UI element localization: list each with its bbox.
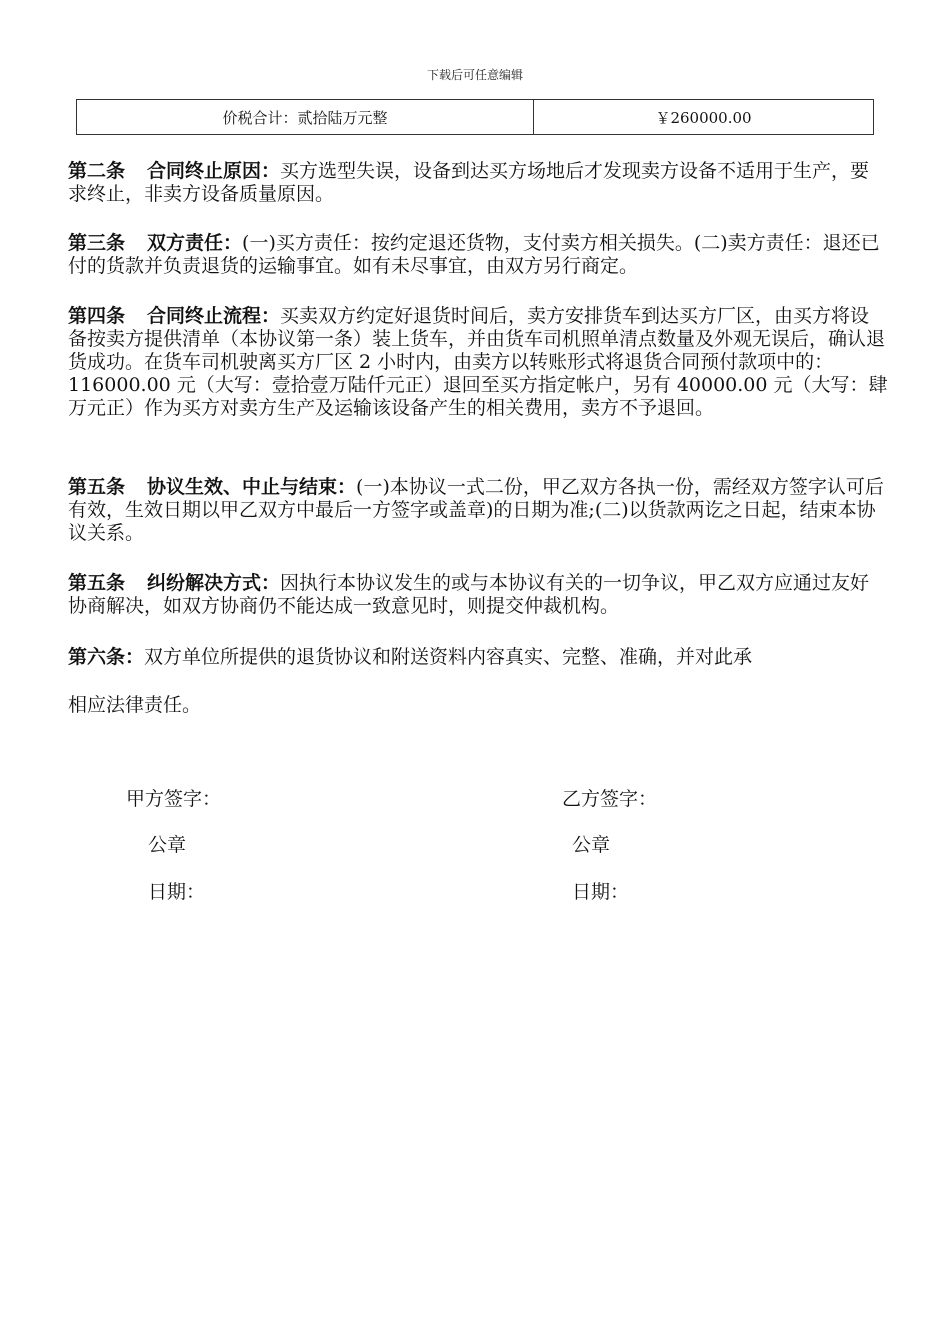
total-label-cell: 价税合计：贰拾陆万元整 — [77, 100, 534, 135]
clause-number: 第四条 — [68, 305, 126, 327]
clause-title: 合同终止原因： — [147, 160, 281, 182]
table-row — [77, 100, 874, 135]
clause-number: 第三条 — [68, 232, 126, 254]
party-a-sign-label: 甲方签字： — [126, 788, 222, 810]
page-header-note: 下载后可任意编辑 — [426, 68, 523, 82]
party-a-seal-label: 公章 — [148, 834, 187, 856]
clause-5-effect — [68, 476, 888, 545]
clause-5-dispute — [68, 572, 888, 618]
clause-number: 第五条 — [68, 572, 126, 594]
clause-2 — [68, 160, 888, 206]
price-total-table — [76, 99, 874, 135]
clause-6 — [68, 644, 888, 670]
party-b-seal-label: 公章 — [572, 834, 611, 856]
clause-body: 因执行本协议发生的或与本协议有关的一切争议，甲乙双方应通过友好协商解决，如双方协商仍不能达成一致意见时，则提交仲裁机构。 — [68, 572, 870, 617]
clause-number: 第五条 — [68, 476, 126, 498]
clause-6-tail: 相应法律责任。 — [68, 694, 202, 716]
clause-title: 纠纷解决方式： — [147, 572, 281, 594]
clause-body: (一)本协议一式二份，甲乙双方各执一份，需经双方签字认可后有效，生效日期以甲乙双方中最后一方签字或盖章)的日期为准;(二)以货款两讫之日起，结束本协议关系。 — [68, 476, 884, 544]
clause-title: 双方责任： — [147, 232, 243, 254]
clause-body: 买卖双方约定好退货时间后，卖方安排货车到达买方厂区，由买方将设备按卖方提供清单（本协议第一条）装上货车，并由货车司机照单清点数量及外观无误后，确认退货成功。在货车司机驶离买方厂区 2 小时内，由卖方以转账形式将退货合同预付款项中的：116000.00 元（大写：壹拾壹万陆仟元正）退回至买方指定帐户，另有 40000.00 元（大写：肆万元正）作为买方对卖方生产及运输该设备产生的相关费用，卖方不予退回。 — [68, 305, 888, 419]
clause-number: 第二条 — [68, 160, 126, 182]
party-b-sign-label: 乙方签字： — [562, 788, 658, 810]
clause-body: (一)买方责任：按约定退还货物，支付卖方相关损失。(二)卖方责任：退还已付的货款并负责退货的运输事宜。如有未尽事宜，由双方另行商定。 — [68, 232, 880, 277]
clause-4 — [68, 305, 888, 420]
clause-body: 买方选型失误，设备到达买方场地后才发现卖方设备不适用于生产，要求终止，非卖方设备质量原因。 — [68, 160, 870, 205]
party-a-date-label: 日期： — [148, 881, 206, 903]
clause-body: 双方单位所提供的退货协议和附送资料内容真实、完整、准确，并对此承 — [144, 646, 753, 668]
clause-title: 合同终止流程： — [147, 305, 281, 327]
clause-3 — [68, 232, 888, 278]
clause-number: 第六条： — [68, 646, 145, 668]
clause-title: 协议生效、中止与结束： — [147, 476, 357, 498]
total-amount-cell: ￥260000.00 — [534, 100, 874, 135]
party-b-date-label: 日期： — [572, 881, 630, 903]
